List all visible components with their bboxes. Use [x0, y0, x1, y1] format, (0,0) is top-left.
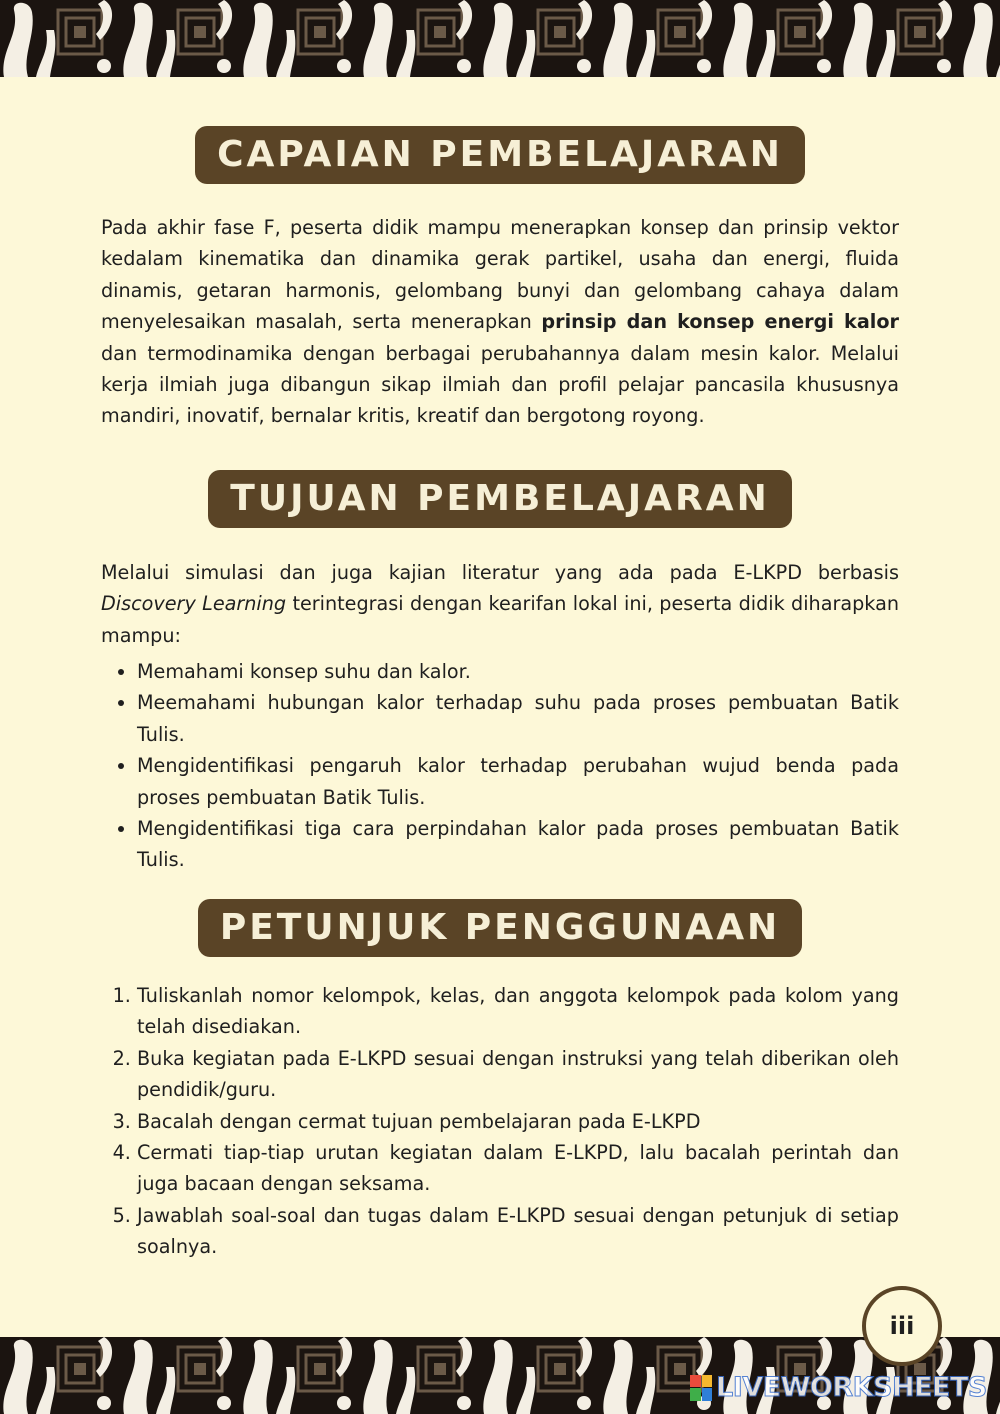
list-item: • Mengidentifikasi pengaruh kalor terhadap perubahan wujud benda pada proses pembuatan Batik Tulis.	[137, 750, 899, 813]
tujuan-list	[101, 656, 899, 876]
tujuan-intro-italic: Discovery Learning	[101, 592, 287, 616]
step-item: 1. Tuliskanlah nomor kelompok, kelas, dan anggota kelompok pada kolom yang telah disediakan.	[137, 980, 899, 1043]
step-item: 5. Jawablah soal-soal dan tugas dalam E-LKPD sesuai dengan petunjuk di setiap soalnya.	[137, 1200, 899, 1263]
tujuan-heading: TUJUAN PEMBELAJARAN	[208, 470, 791, 528]
petunjuk-list	[101, 980, 899, 1263]
capaian-heading-wrap	[0, 126, 1000, 184]
capaian-text-1: Pada akhir fase F, peserta didik mampu menerapkan konsep dan prinsip vektor kedalam kinematika dan dinamika gerak partikel, usaha dan energi, fluida dinamis, getaran harmonis, gelombang bunyi dan gelombang cahaya dalam menyelesaikan masalah, serta menerapkan	[101, 216, 899, 334]
tujuan-intro-2: terintegrasi dengan kearifan lokal ini, peserta didik diharapkan mampu:	[101, 592, 899, 647]
petunjuk-heading: PETUNJUK PENGGUNAAN	[198, 899, 802, 957]
tujuan-intro	[101, 557, 899, 651]
step-item: 2. Buka kegiatan pada E-LKPD sesuai dengan instruksi yang telah diberikan oleh pendidik/guru.	[137, 1043, 899, 1106]
list-item: • Meemahami hubungan kalor terhadap suhu pada proses pembuatan Batik Tulis.	[137, 687, 899, 750]
tujuan-heading-wrap	[0, 470, 1000, 528]
liveworksheets-logo-icon	[690, 1375, 712, 1401]
watermark-text: LIVEWORKSHEETS	[716, 1372, 987, 1403]
capaian-text-bold: prinsip dan konsep energi kalor	[541, 310, 899, 334]
page-number-badge	[862, 1286, 942, 1366]
page-number: iii	[889, 1312, 915, 1340]
logo-tile	[702, 1388, 713, 1401]
capaian-paragraph	[101, 212, 899, 432]
batik-pattern-top	[0, 0, 1000, 77]
logo-tile	[702, 1375, 713, 1388]
step-item: 4. Cermati tiap-tiap urutan kegiatan dalam E-LKPD, lalu bacalah perintah dan juga bacaan dengan seksama.	[137, 1137, 899, 1200]
step-item: 3. Bacalah dengan cermat tujuan pembelajaran pada E-LKPD	[137, 1106, 899, 1137]
list-item: • Memahami konsep suhu dan kalor.	[137, 656, 899, 687]
logo-tile	[690, 1375, 701, 1388]
capaian-heading: CAPAIAN PEMBELAJARAN	[195, 126, 805, 184]
list-item: • Mengidentifikasi tiga cara perpindahan kalor pada proses pembuatan Batik Tulis.	[137, 813, 899, 876]
liveworksheets-watermark	[690, 1372, 987, 1403]
batik-border-top	[0, 0, 1000, 77]
logo-tile	[690, 1388, 701, 1401]
capaian-text-2: dan termodinamika dengan berbagai perubahannya dalam mesin kalor. Melalui kerja ilmiah juga dibangun sikap ilmiah dan profil pelajar pancasila khususnya mandiri, inovatif, bernalar kritis, kreatif dan bergotong royong.	[101, 341, 899, 428]
petunjuk-heading-wrap	[0, 899, 1000, 957]
tujuan-intro-1: Melalui simulasi dan juga kajian literatur yang ada pada E-LKPD berbasis	[101, 561, 899, 584]
